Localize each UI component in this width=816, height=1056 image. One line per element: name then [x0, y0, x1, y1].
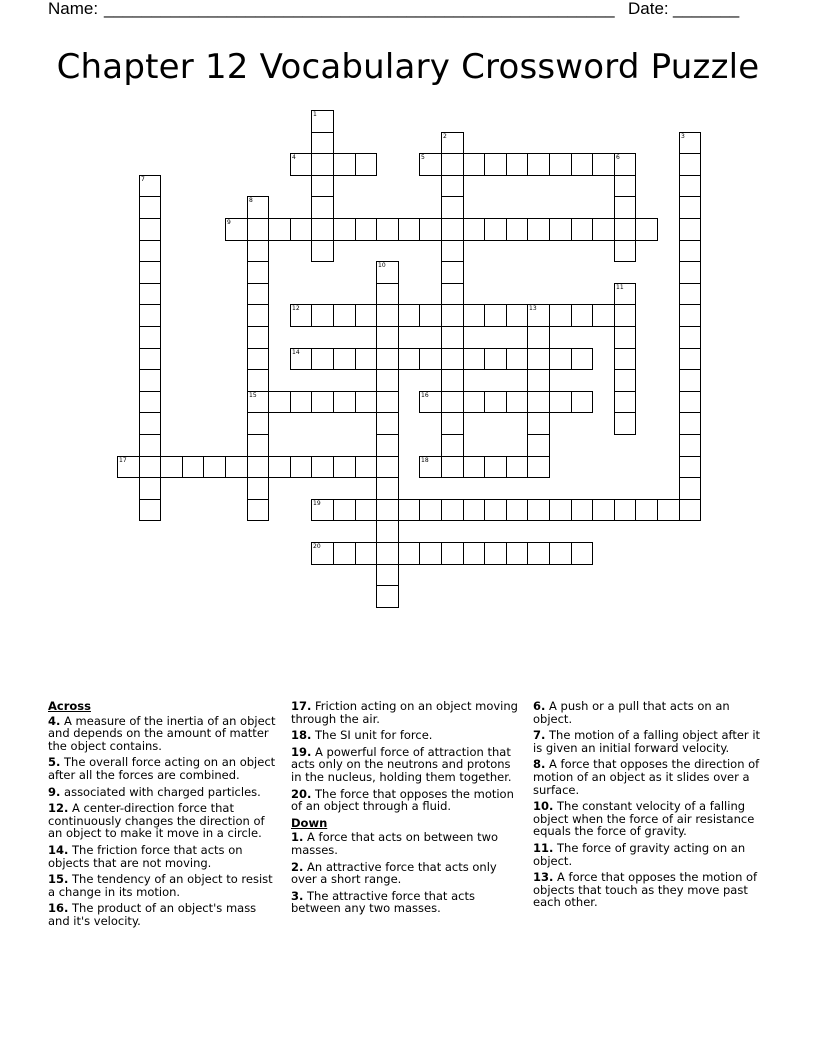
- grid-cell[interactable]: [311, 175, 334, 197]
- clue-item-number: 8.: [533, 757, 546, 772]
- grid-cell[interactable]: [419, 348, 442, 370]
- grid-cell[interactable]: [355, 456, 377, 478]
- grid-cell[interactable]: [527, 369, 550, 392]
- grid-cell[interactable]: [247, 477, 269, 500]
- clue-item: [48, 786, 278, 799]
- clue-item-number: 14.: [48, 842, 69, 857]
- clue-item-number: 15.: [48, 872, 69, 887]
- clue-item: [533, 842, 763, 867]
- clue-number: 12: [292, 305, 300, 312]
- name-label: Name:: [48, 0, 99, 18]
- grid-cell[interactable]: [290, 456, 312, 478]
- grid-cell[interactable]: [398, 499, 420, 521]
- grid-cell[interactable]: [139, 304, 161, 327]
- grid-cell[interactable]: [592, 218, 615, 241]
- grid-cell[interactable]: [139, 477, 161, 500]
- clue-item-number: 3.: [291, 888, 304, 903]
- clue-item: [48, 844, 278, 869]
- clue-item-text: A push or a pull that acts on an object.: [533, 699, 730, 726]
- clue-item-text: An attractive force that acts only over a short range.: [291, 859, 497, 887]
- grid-cell[interactable]: [247, 369, 269, 392]
- date-label: Date:: [628, 0, 669, 18]
- grid-cell[interactable]: [614, 348, 636, 370]
- grid-cell[interactable]: [311, 218, 334, 241]
- clue-item-number: 17.: [291, 699, 312, 713]
- grid-cell[interactable]: [139, 261, 161, 284]
- grid-cell[interactable]: [571, 153, 593, 176]
- grid-cell[interactable]: [614, 326, 636, 349]
- grid-cell[interactable]: [376, 585, 399, 608]
- grid-cell[interactable]: [679, 261, 701, 284]
- clue-number: 17: [119, 457, 127, 464]
- clue-item: [291, 831, 521, 856]
- grid-cell[interactable]: [441, 542, 464, 565]
- grid-cell[interactable]: [247, 283, 269, 305]
- grid-cell[interactable]: [311, 391, 334, 413]
- clue-item-text: The motion of a falling object after it is given an initial forward velocity.: [533, 728, 761, 755]
- grid-cell[interactable]: [419, 542, 442, 565]
- grid-cell[interactable]: [268, 218, 291, 241]
- clue-item-number: 2.: [291, 859, 304, 874]
- clue-item-text: The friction force that acts on objects that are not moving.: [48, 842, 243, 870]
- grid-cell[interactable]: [355, 391, 377, 413]
- grid-cell[interactable]: [506, 348, 528, 370]
- clue-number: 8: [249, 197, 253, 204]
- grid-cell[interactable]: [614, 304, 636, 327]
- date-field-line[interactable]: _______: [673, 0, 740, 18]
- grid-cell[interactable]: [549, 153, 572, 176]
- grid-cell[interactable]: [419, 304, 442, 327]
- grid-cell[interactable]: [657, 499, 680, 521]
- clue-number: 15: [249, 392, 257, 399]
- clue-item: [48, 873, 278, 898]
- grid-cell[interactable]: [549, 218, 572, 241]
- grid-cell[interactable]: [441, 434, 464, 457]
- grid-cell[interactable]: [247, 499, 269, 521]
- grid-cell[interactable]: [441, 456, 464, 478]
- grid-cell[interactable]: [355, 348, 377, 370]
- grid-cell[interactable]: [355, 304, 377, 327]
- grid-cell[interactable]: [376, 326, 399, 349]
- grid-cell[interactable]: [247, 412, 269, 435]
- grid-cell[interactable]: [679, 456, 701, 478]
- grid-cell[interactable]: [398, 348, 420, 370]
- grid-cell[interactable]: [592, 304, 615, 327]
- grid-cell[interactable]: [463, 499, 485, 521]
- clue-item-text: The force that opposes the motion of an object through a fluid.: [291, 786, 514, 814]
- grid-cell[interactable]: [484, 153, 507, 176]
- clue-item: [291, 788, 521, 813]
- clue-item-number: 20.: [291, 786, 312, 801]
- grid-cell[interactable]: [311, 348, 334, 370]
- grid-cell[interactable]: [311, 240, 334, 262]
- grid-cell[interactable]: [527, 499, 550, 521]
- clue-number: 10: [378, 262, 386, 269]
- grid-cell[interactable]: [463, 304, 485, 327]
- grid-cell[interactable]: [484, 542, 507, 565]
- grid-cell[interactable]: [484, 391, 507, 413]
- grid-cell[interactable]: [333, 499, 356, 521]
- grid-cell[interactable]: [506, 499, 528, 521]
- clue-item-number: 18.: [291, 728, 312, 743]
- grid-cell[interactable]: [139, 391, 161, 413]
- grid-cell[interactable]: [182, 456, 204, 478]
- grid-cell[interactable]: [139, 499, 161, 521]
- grid-cell[interactable]: [268, 391, 291, 413]
- grid-cell[interactable]: [441, 348, 464, 370]
- clue-item: [48, 802, 278, 840]
- grid-cell[interactable]: [160, 456, 183, 478]
- grid-cell[interactable]: [203, 456, 226, 478]
- grid-cell[interactable]: [527, 348, 550, 370]
- grid-cell[interactable]: [506, 153, 528, 176]
- grid-cell[interactable]: [247, 304, 269, 327]
- clue-section-heading: Across: [48, 699, 91, 713]
- grid-cell[interactable]: [333, 304, 356, 327]
- grid-cell[interactable]: [311, 153, 334, 176]
- grid-cell[interactable]: [484, 348, 507, 370]
- grid-cell[interactable]: [506, 304, 528, 327]
- clue-item-number: 10.: [533, 799, 554, 814]
- grid-cell[interactable]: [441, 304, 464, 327]
- clue-section-heading: Down: [291, 815, 328, 830]
- grid-cell[interactable]: [679, 153, 701, 176]
- grid-cell[interactable]: [679, 434, 701, 457]
- grid-cell[interactable]: [679, 326, 701, 349]
- clue-number: 16: [421, 392, 429, 399]
- grid-cell[interactable]: [506, 542, 528, 565]
- clue-item: [291, 861, 521, 886]
- clue-item-text: The overall force acting on an object after all the forces are combined.: [48, 755, 276, 782]
- clue-number: 5: [421, 154, 425, 161]
- grid-cell[interactable]: [441, 261, 464, 284]
- clue-item-text: A force that opposes the direction of motion of an object as it slides over a surface.: [533, 757, 760, 797]
- grid-cell[interactable]: [441, 240, 464, 262]
- grid-cell[interactable]: [614, 175, 636, 197]
- clue-item: [533, 871, 763, 909]
- grid-cell[interactable]: [527, 326, 550, 349]
- grid-cell[interactable]: [484, 304, 507, 327]
- clue-item: [291, 729, 521, 742]
- grid-cell[interactable]: [398, 218, 420, 241]
- grid-cell[interactable]: [311, 196, 334, 219]
- clue-item-text: The constant velocity of a falling object when the force of air resistance equals the force of gravity.: [533, 799, 755, 839]
- grid-cell[interactable]: [441, 326, 464, 349]
- grid-cell[interactable]: [484, 218, 507, 241]
- grid-cell[interactable]: [376, 456, 399, 478]
- grid-cell[interactable]: [376, 391, 399, 413]
- grid-cell[interactable]: [463, 456, 485, 478]
- grid-cell[interactable]: [571, 391, 593, 413]
- grid-cell[interactable]: [506, 456, 528, 478]
- clue-item-text: The tendency of an object to resist a change in its motion.: [48, 872, 273, 899]
- grid-cell[interactable]: [549, 304, 572, 327]
- clue-item-number: 19.: [291, 744, 312, 759]
- grid-cell[interactable]: [355, 499, 377, 521]
- clue-number: 18: [421, 457, 429, 464]
- grid-cell[interactable]: [441, 369, 464, 392]
- grid-cell[interactable]: [355, 153, 377, 176]
- grid-cell[interactable]: [139, 196, 161, 219]
- grid-cell[interactable]: [441, 391, 464, 413]
- clue-number: 11: [616, 284, 624, 291]
- grid-cell[interactable]: [333, 542, 356, 565]
- clue-number: 3: [681, 133, 685, 140]
- grid-cell[interactable]: [679, 283, 701, 305]
- clue-number: 13: [529, 305, 537, 312]
- grid-cell[interactable]: [441, 196, 464, 219]
- grid-cell[interactable]: [463, 218, 485, 241]
- clue-number: 9: [227, 219, 231, 226]
- clue-item-number: 12.: [48, 801, 69, 816]
- grid-cell[interactable]: [441, 283, 464, 305]
- grid-cell[interactable]: [355, 542, 377, 565]
- grid-cell[interactable]: [463, 542, 485, 565]
- grid-cell[interactable]: [139, 326, 161, 349]
- clue-item-number: 16.: [48, 901, 69, 916]
- grid-cell[interactable]: [139, 283, 161, 305]
- grid-cell[interactable]: [376, 542, 399, 565]
- grid-cell[interactable]: [441, 153, 464, 176]
- grid-cell[interactable]: [398, 542, 420, 565]
- clue-number: 4: [292, 154, 296, 161]
- grid-cell[interactable]: [614, 412, 636, 435]
- clue-item: [291, 890, 521, 915]
- clue-item-number: 13.: [533, 870, 554, 885]
- grid-cell[interactable]: [679, 240, 701, 262]
- grid-cell[interactable]: [311, 456, 334, 478]
- grid-cell[interactable]: [290, 391, 312, 413]
- grid-cell[interactable]: [441, 412, 464, 435]
- clue-item-text: A measure of the inertia of an object and depends on the amount of matter the object contains.: [48, 713, 276, 753]
- grid-cell[interactable]: [506, 218, 528, 241]
- grid-cell[interactable]: [679, 412, 701, 435]
- clue-item-number: 7.: [533, 728, 546, 743]
- grid-cell[interactable]: [333, 218, 356, 241]
- grid-cell[interactable]: [139, 412, 161, 435]
- grid-cell[interactable]: [506, 391, 528, 413]
- clue-number: 1: [313, 111, 317, 118]
- clue-item: [533, 800, 763, 838]
- clue-item-text: A powerful force of attraction that acts only on the neutrons and protons in the nucleus, holding them together.: [291, 744, 512, 784]
- grid-cell[interactable]: [679, 477, 701, 500]
- clue-item: [533, 729, 763, 754]
- grid-cell[interactable]: [549, 348, 572, 370]
- grid-cell[interactable]: [571, 218, 593, 241]
- grid-cell[interactable]: [614, 369, 636, 392]
- grid-cell[interactable]: [679, 499, 701, 521]
- clue-item-text: A center-direction force that continuously changes the direction of an object to make it move in a circle.: [48, 801, 265, 841]
- grid-cell[interactable]: [549, 499, 572, 521]
- grid-cell[interactable]: [527, 412, 550, 435]
- grid-cell[interactable]: [376, 283, 399, 305]
- grid-cell[interactable]: [139, 369, 161, 392]
- grid-cell[interactable]: [247, 240, 269, 262]
- grid-cell[interactable]: [333, 391, 356, 413]
- grid-cell[interactable]: [679, 175, 701, 197]
- grid-cell[interactable]: [247, 348, 269, 370]
- clue-number: 7: [141, 176, 145, 183]
- grid-cell[interactable]: [592, 499, 615, 521]
- clue-item-number: 6.: [533, 699, 546, 713]
- grid-cell[interactable]: [376, 369, 399, 392]
- grid-cell[interactable]: [571, 348, 593, 370]
- page-title: Chapter 12 Vocabulary Crossword Puzzle: [56, 47, 760, 87]
- grid-cell[interactable]: [614, 499, 636, 521]
- grid-cell[interactable]: [614, 196, 636, 219]
- grid-cell[interactable]: [333, 153, 356, 176]
- grid-cell[interactable]: [139, 240, 161, 262]
- grid-cell[interactable]: [441, 175, 464, 197]
- grid-cell[interactable]: [527, 218, 550, 241]
- clue-column-1: [48, 700, 278, 932]
- clue-item-number: 11.: [533, 840, 554, 855]
- grid-cell[interactable]: [139, 456, 161, 478]
- clue-item: [533, 700, 763, 725]
- grid-cell[interactable]: [268, 456, 291, 478]
- grid-cell[interactable]: [614, 391, 636, 413]
- grid-cell[interactable]: [679, 304, 701, 327]
- grid-cell[interactable]: [139, 218, 161, 241]
- grid-cell[interactable]: [376, 218, 399, 241]
- grid-cell[interactable]: [419, 499, 442, 521]
- grid-cell[interactable]: [333, 456, 356, 478]
- grid-cell[interactable]: [463, 153, 485, 176]
- grid-cell[interactable]: [398, 304, 420, 327]
- grid-cell[interactable]: [376, 564, 399, 586]
- grid-cell[interactable]: [247, 326, 269, 349]
- clue-item-number: 9.: [48, 784, 61, 799]
- clue-item: [48, 715, 278, 753]
- grid-cell[interactable]: [355, 218, 377, 241]
- clue-item-text: The product of an object's mass and it's velocity.: [48, 901, 257, 928]
- grid-cell[interactable]: [225, 456, 248, 478]
- grid-cell[interactable]: [679, 348, 701, 370]
- clue-item: [533, 758, 763, 796]
- grid-cell[interactable]: [139, 434, 161, 457]
- clue-item-text: Friction acting on an object moving through the air.: [291, 699, 518, 726]
- clue-item: [291, 746, 521, 784]
- clue-item-number: 4.: [48, 713, 61, 728]
- grid-cell[interactable]: [376, 434, 399, 457]
- clue-number: 2: [443, 133, 447, 140]
- grid-cell[interactable]: [614, 240, 636, 262]
- clue-item: [48, 902, 278, 927]
- grid-cell[interactable]: [549, 542, 572, 565]
- grid-cell[interactable]: [484, 456, 507, 478]
- grid-cell[interactable]: [311, 132, 334, 154]
- grid-cell[interactable]: [679, 218, 701, 241]
- grid-cell[interactable]: [376, 304, 399, 327]
- grid-cell[interactable]: [139, 348, 161, 370]
- grid-cell[interactable]: [635, 499, 658, 521]
- grid-cell[interactable]: [247, 218, 269, 241]
- clue-number: 6: [616, 154, 620, 161]
- grid-cell[interactable]: [614, 218, 636, 241]
- grid-cell[interactable]: [419, 218, 442, 241]
- grid-cell[interactable]: [290, 218, 312, 241]
- grid-cell[interactable]: [527, 153, 550, 176]
- grid-cell[interactable]: [679, 391, 701, 413]
- clue-item-text: A force that acts on between two masses.: [291, 830, 499, 857]
- grid-cell[interactable]: [247, 456, 269, 478]
- clue-column-3: [533, 700, 763, 913]
- grid-cell[interactable]: [463, 348, 485, 370]
- clue-item-number: 5.: [48, 755, 61, 770]
- grid-cell[interactable]: [571, 499, 593, 521]
- clue-item-text: associated with charged particles.: [60, 784, 261, 799]
- grid-cell[interactable]: [463, 391, 485, 413]
- grid-cell[interactable]: [441, 499, 464, 521]
- clue-column-2: [291, 700, 521, 919]
- clue-item-text: The attractive force that acts between any two masses.: [291, 888, 475, 916]
- grid-cell[interactable]: [527, 456, 550, 478]
- grid-cell[interactable]: [527, 434, 550, 457]
- grid-cell[interactable]: [679, 196, 701, 219]
- clue-item-number: 1.: [291, 830, 304, 845]
- grid-cell[interactable]: [311, 304, 334, 327]
- grid-cell[interactable]: [484, 499, 507, 521]
- grid-cell[interactable]: [376, 477, 399, 500]
- grid-cell[interactable]: [247, 261, 269, 284]
- name-field-line[interactable]: ______________________________________________________: [104, 0, 615, 18]
- clue-item-text: The force of gravity acting on an object.: [533, 840, 746, 868]
- grid-cell[interactable]: [635, 218, 658, 241]
- grid-cell[interactable]: [376, 499, 399, 521]
- grid-cell[interactable]: [376, 348, 399, 370]
- grid-cell[interactable]: [571, 542, 593, 565]
- grid-cell[interactable]: [549, 391, 572, 413]
- grid-cell[interactable]: [333, 348, 356, 370]
- clue-item-text: A force that opposes the motion of objects that touch as they move past each other.: [533, 870, 758, 910]
- grid-cell[interactable]: [527, 542, 550, 565]
- clue-item: [48, 756, 278, 781]
- grid-cell[interactable]: [247, 434, 269, 457]
- grid-cell[interactable]: [441, 218, 464, 241]
- grid-cell[interactable]: [592, 153, 615, 176]
- grid-cell[interactable]: [571, 304, 593, 327]
- grid-cell[interactable]: [376, 412, 399, 435]
- grid-cell[interactable]: [527, 391, 550, 413]
- clue-item-text: The SI unit for force.: [311, 728, 433, 743]
- clue-item: [291, 700, 521, 725]
- clue-number: 19: [313, 500, 321, 507]
- grid-cell[interactable]: [376, 520, 399, 543]
- clue-number: 14: [292, 349, 300, 356]
- clue-number: 20: [313, 543, 321, 550]
- grid-cell[interactable]: [679, 369, 701, 392]
